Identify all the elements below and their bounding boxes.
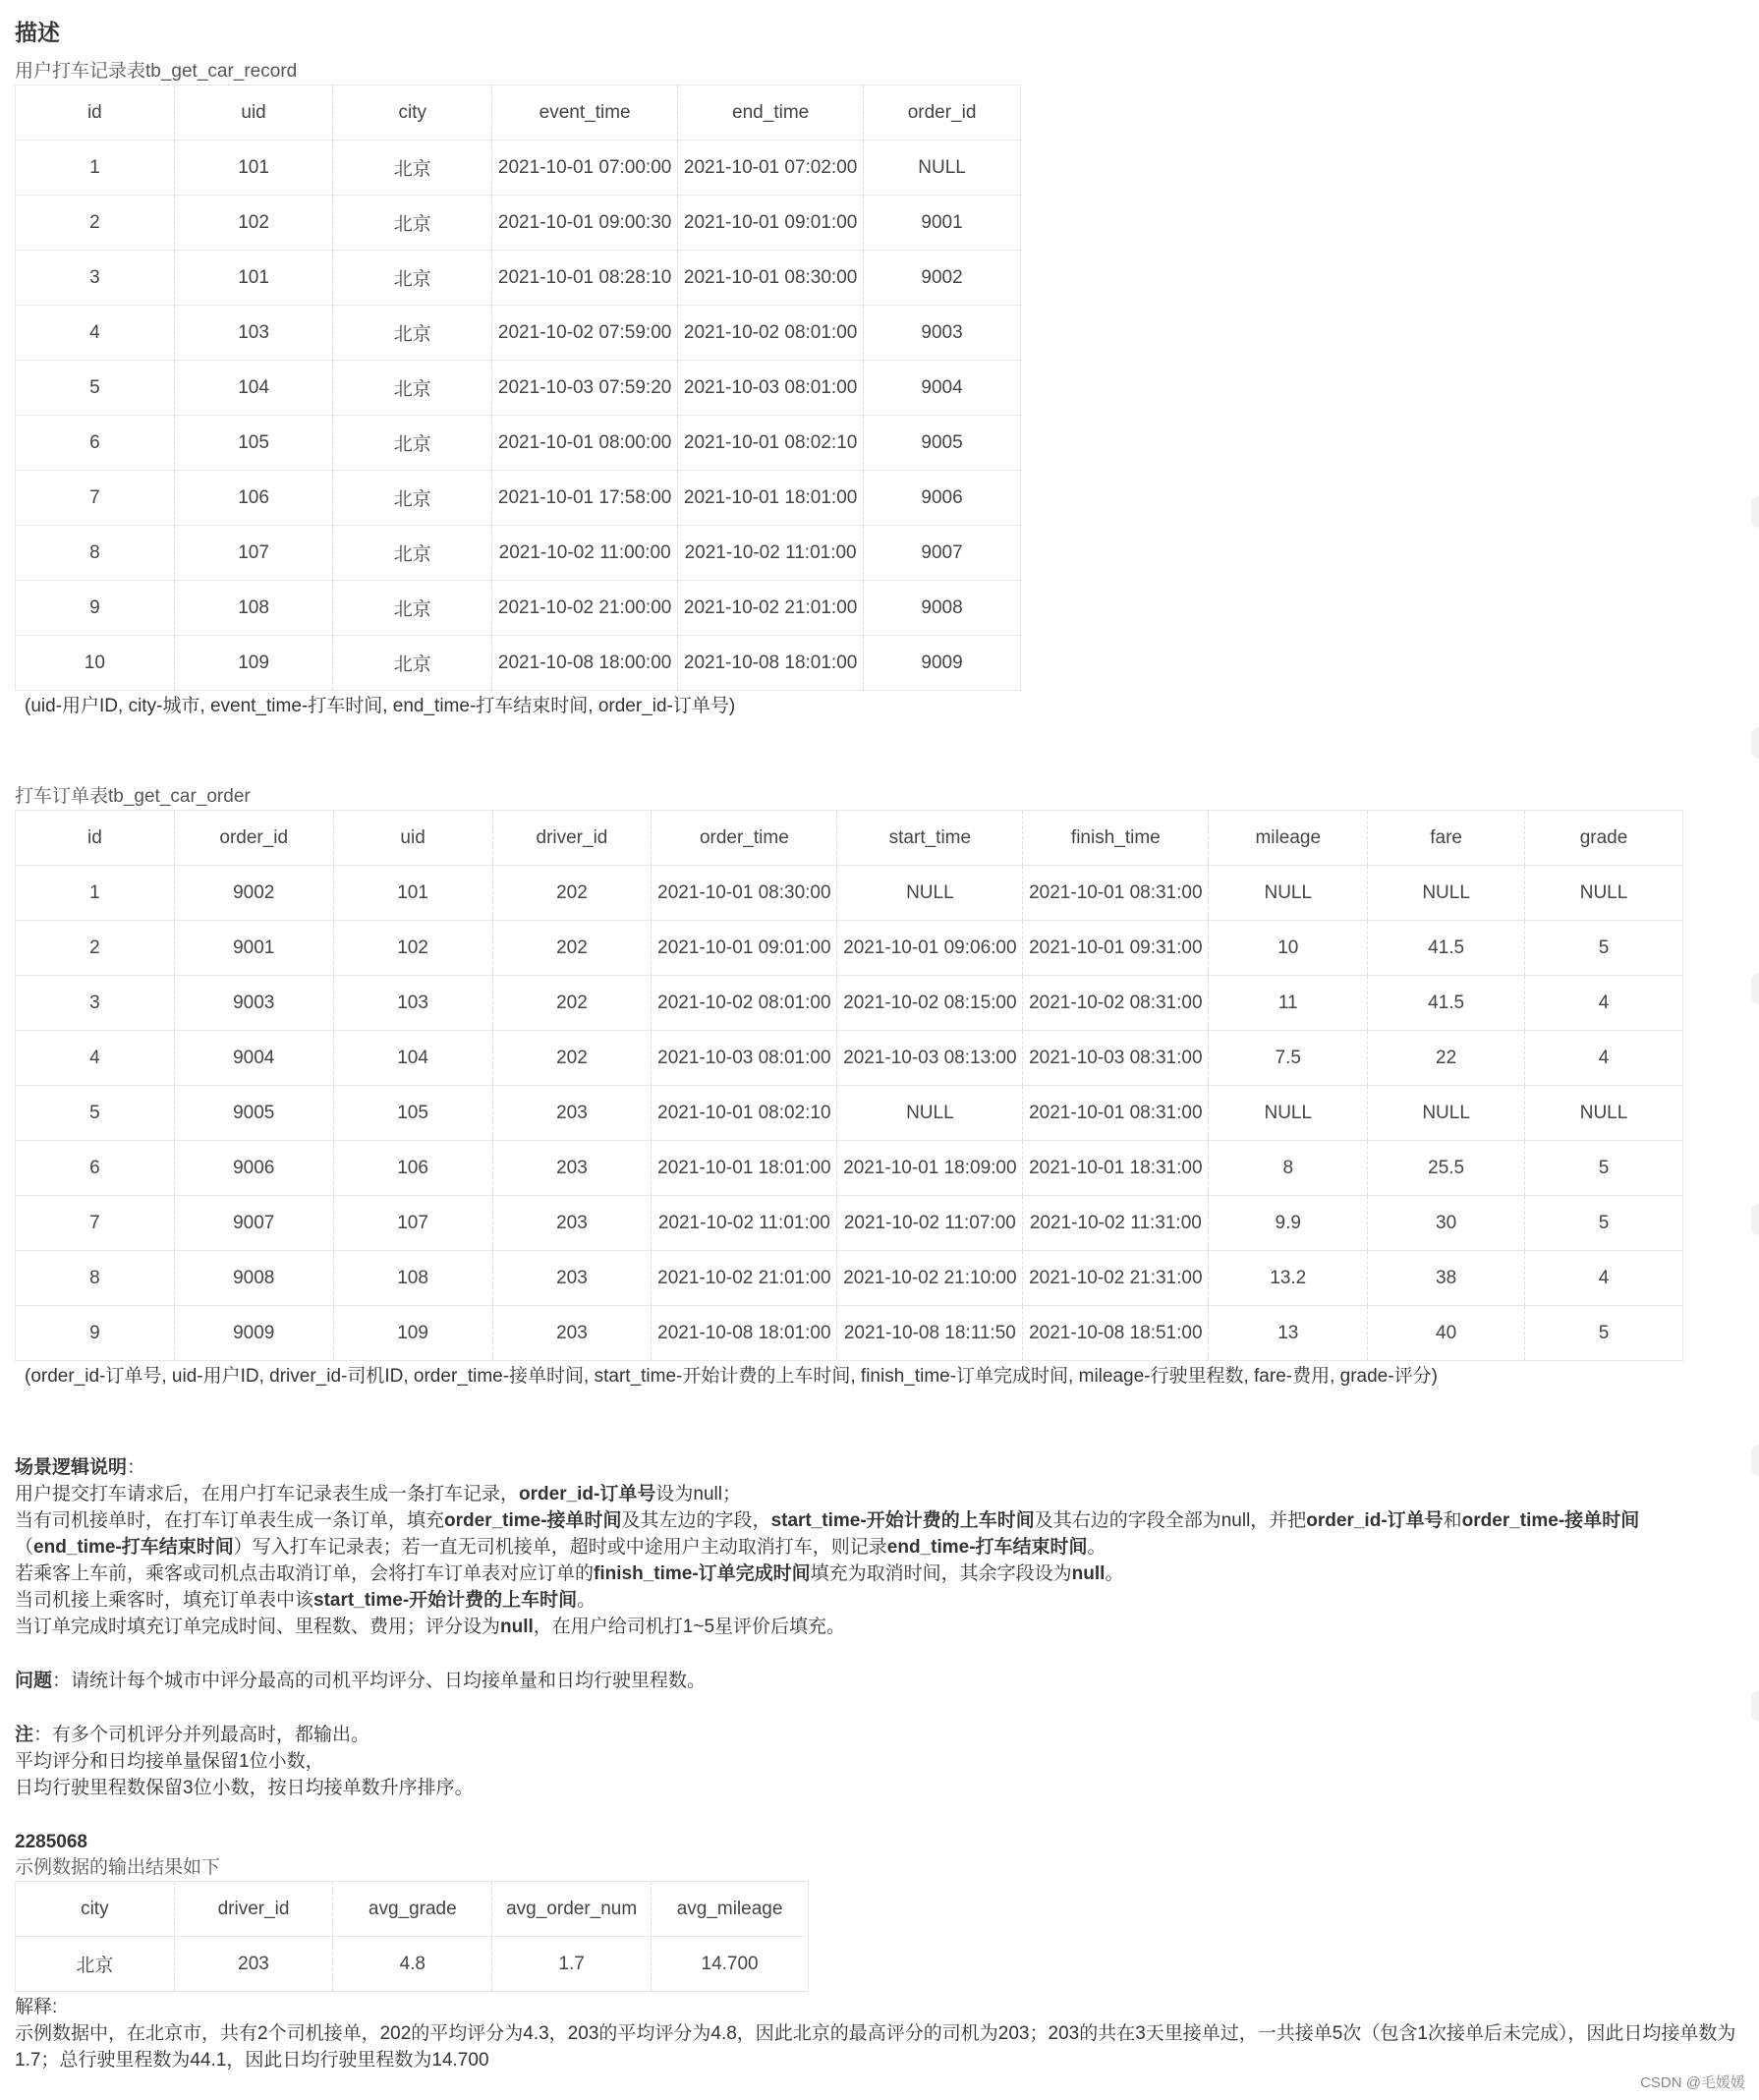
table-cell: 2021-10-02 11:07:00	[837, 1196, 1023, 1251]
text-segment: 若乘客上车前，乘客或司机点击取消订单，会将打车订单表对应订单的	[15, 1563, 595, 1584]
table-row	[16, 141, 1021, 196]
table-cell: 2021-10-02 08:15:00	[837, 976, 1023, 1031]
text-segment: 及其左边的字段，	[621, 1510, 771, 1531]
column-header: start_time	[837, 811, 1023, 866]
text-segment: ，在用户给司机打1~5星评价后填充。	[533, 1617, 846, 1637]
scenario-section	[15, 1454, 1744, 1640]
table-cell: 8	[1209, 1141, 1368, 1196]
table-cell: 2021-10-02 21:10:00	[837, 1251, 1023, 1306]
page-title: 描述	[15, 20, 60, 45]
table-cell: 9002	[174, 866, 333, 921]
column-header: city	[16, 1882, 175, 1937]
table-cell: 2021-10-01 08:31:00	[1023, 866, 1209, 921]
table-cell: 38	[1368, 1251, 1525, 1306]
emphasis-text: order_time-接单时间	[1461, 1510, 1640, 1531]
table-cell: 105	[174, 416, 333, 471]
table-header-row	[16, 1882, 809, 1937]
table-cell: 2021-10-01 07:02:00	[678, 141, 864, 196]
table-row	[16, 1196, 1683, 1251]
table-row	[16, 976, 1683, 1031]
table-row	[16, 1031, 1683, 1086]
table-cell: 40	[1368, 1306, 1525, 1361]
table-cell: 108	[174, 581, 333, 636]
table-cell: NULL	[837, 866, 1023, 921]
column-header: order_id	[864, 85, 1021, 141]
emphasis-text: end_time-打车结束时间	[33, 1537, 234, 1558]
emphasis-text: order_id-订单号	[1306, 1510, 1444, 1531]
edge-decoration	[1751, 727, 1759, 759]
table-cell: 5	[1525, 1196, 1683, 1251]
edge-decoration	[1751, 1204, 1759, 1235]
table-row	[16, 636, 1021, 691]
table-cell: 2021-10-03 08:13:00	[837, 1031, 1023, 1086]
table-cell: 2021-10-02 11:00:00	[492, 526, 678, 581]
table-cell: 9007	[174, 1196, 333, 1251]
text-segment: 及其右边的字段全部为null，并把	[1034, 1510, 1307, 1531]
table-cell: 2021-10-02 07:59:00	[492, 306, 678, 361]
table-cell: 2021-10-08 18:00:00	[492, 636, 678, 691]
table-cell: 7.5	[1209, 1031, 1368, 1086]
table-cell: 北京	[333, 196, 492, 251]
table-cell: 2	[16, 196, 175, 251]
table-cell: 9005	[864, 416, 1021, 471]
table-cell: 104	[174, 361, 333, 416]
table-cell: 9005	[174, 1086, 333, 1141]
table-cell: 109	[333, 1306, 492, 1361]
table-cell: 5	[1525, 1141, 1683, 1196]
text-segment: 用户提交打车请求后，在用户打车记录表生成一条打车记录，	[15, 1484, 520, 1504]
table-cell: 9003	[864, 306, 1021, 361]
emphasis-text: end_time-打车结束时间	[886, 1537, 1088, 1558]
column-header: id	[16, 85, 175, 141]
column-header: avg_mileage	[652, 1882, 809, 1937]
table-cell: 北京	[333, 141, 492, 196]
table-cell: 2021-10-02 08:31:00	[1023, 976, 1209, 1031]
table-cell: 2021-10-01 18:09:00	[837, 1141, 1023, 1196]
table-row	[16, 1251, 1683, 1306]
table-row	[16, 361, 1021, 416]
table-cell: 106	[174, 471, 333, 526]
table-cell: 108	[333, 1251, 492, 1306]
column-header: city	[333, 85, 492, 141]
column-header: end_time	[678, 85, 864, 141]
scenario-line-3	[15, 1561, 1744, 1587]
table-cell: 105	[333, 1086, 492, 1141]
column-header: id	[16, 811, 175, 866]
table-cell: 9009	[174, 1306, 333, 1361]
table-cell: 30	[1368, 1196, 1525, 1251]
table-cell: 103	[174, 306, 333, 361]
table-cell: 2021-10-01 09:31:00	[1023, 921, 1209, 976]
table-cell: 2021-10-02 21:00:00	[492, 581, 678, 636]
table-cell: 13.2	[1209, 1251, 1368, 1306]
table-cell: 203	[492, 1251, 652, 1306]
text-segment: （	[15, 1537, 34, 1558]
table-row	[16, 1937, 809, 1992]
table-cell: 9	[16, 581, 175, 636]
table-cell: 2021-10-01 08:30:00	[678, 251, 864, 306]
column-header: mileage	[1209, 811, 1368, 866]
table-cell: 2	[16, 921, 175, 976]
table-row	[16, 921, 1683, 976]
notes-line-3: 日均行驶里程数保留3位小数，按日均接单数升序排序。	[15, 1778, 474, 1798]
table-cell: 202	[492, 921, 652, 976]
emphasis-text: start_time-开始计费的上车时间	[313, 1590, 578, 1611]
table-cell: 8	[16, 1251, 175, 1306]
table-cell: 8	[16, 526, 175, 581]
table-cell: 9008	[174, 1251, 333, 1306]
edge-decoration	[1751, 1690, 1759, 1722]
table-cell: 1	[16, 866, 175, 921]
table-cell: 101	[333, 866, 492, 921]
table-cell: 9001	[864, 196, 1021, 251]
table-cell: 7	[16, 471, 175, 526]
column-header: avg_grade	[333, 1882, 492, 1937]
table-cell: 106	[333, 1141, 492, 1196]
table-cell: NULL	[1209, 1086, 1368, 1141]
table-cell: 北京	[333, 251, 492, 306]
question-text: ：请统计每个城市中评分最高的司机平均评分、日均接单量和日均行驶里程数。	[52, 1671, 707, 1691]
column-header: grade	[1525, 811, 1683, 866]
table-cell: 10	[1209, 921, 1368, 976]
table-cell: 北京	[333, 416, 492, 471]
table-cell: 101	[174, 251, 333, 306]
table-cell: 11	[1209, 976, 1368, 1031]
table-cell: 6	[16, 1141, 175, 1196]
explanation-text: 示例数据中，在北京市，共有2个司机接单，202的平均评分为4.3，203的平均评分为4.8，因此北京的最高评分的司机为203；203的共在3天里接单过，一共接单5次（包含1次接单后未完成），因此日均接单数为1.7；总行驶里程数为44.1，因此日均行驶里程数为14.700	[15, 2023, 1736, 2071]
table-cell: 107	[174, 526, 333, 581]
table-cell: NULL	[1525, 866, 1683, 921]
table-cell: 4	[1525, 1251, 1683, 1306]
table-cell: 北京	[333, 361, 492, 416]
text-segment: 。	[1087, 1537, 1106, 1558]
column-header: fare	[1368, 811, 1525, 866]
table-row	[16, 526, 1021, 581]
table-cell: NULL	[1209, 866, 1368, 921]
notes-label: 注	[15, 1725, 34, 1745]
table-cell: 2021-10-02 21:01:00	[652, 1251, 837, 1306]
text-segment: 填充为取消时间，其余字段设为	[810, 1563, 1072, 1584]
table-cell: 203	[492, 1306, 652, 1361]
question-label: 问题	[15, 1671, 53, 1691]
table-cell: NULL	[837, 1086, 1023, 1141]
table-cell: 北京	[333, 526, 492, 581]
scenario-heading-colon: ：	[127, 1457, 146, 1478]
table-cell: 2021-10-02 11:01:00	[678, 526, 864, 581]
table-row	[16, 1306, 1683, 1361]
table-cell: 1	[16, 141, 175, 196]
table-cell: 2021-10-01 18:31:00	[1023, 1141, 1209, 1196]
table-cell: 2021-10-02 08:01:00	[678, 306, 864, 361]
column-header: uid	[333, 811, 492, 866]
table-cell: 9.9	[1209, 1196, 1368, 1251]
table-cell: 203	[492, 1196, 652, 1251]
table-cell: 2021-10-03 08:01:00	[678, 361, 864, 416]
table-cell: NULL	[1368, 1086, 1525, 1141]
table-cell: 2021-10-08 18:01:00	[652, 1306, 837, 1361]
table-header-row	[16, 85, 1021, 141]
table-cell: 9001	[174, 921, 333, 976]
example-caption: 示例数据的输出结果如下	[15, 1857, 221, 1878]
table1-caption: 用户打车记录表tb_get_car_record	[15, 61, 298, 82]
text-segment: 。	[1105, 1563, 1124, 1584]
notes-line-2: 平均评分和日均接单量保留1位小数，	[15, 1751, 324, 1772]
table-cell: 9006	[174, 1141, 333, 1196]
table-cell: 4.8	[333, 1937, 492, 1992]
table-cell: 1.7	[492, 1937, 652, 1992]
table-cell: 2021-10-03 08:01:00	[652, 1031, 837, 1086]
table-cell: 4	[16, 1031, 175, 1086]
table-cell: 25.5	[1368, 1141, 1525, 1196]
text-segment: 当有司机接单时，在打车订单表生成一条订单，填充	[15, 1510, 445, 1531]
emphasis-text: finish_time-订单完成时间	[594, 1563, 811, 1584]
table-cell: 2021-10-08 18:11:50	[837, 1306, 1023, 1361]
table2-caption: 打车订单表tb_get_car_order	[15, 786, 251, 807]
table-cell: 101	[174, 141, 333, 196]
edge-decoration	[1751, 973, 1759, 1004]
emphasis-text: order_time-接单时间	[444, 1510, 622, 1531]
table-cell: 203	[492, 1141, 652, 1196]
table-cell: 9009	[864, 636, 1021, 691]
table-cell: 5	[16, 361, 175, 416]
table-cell: 2021-10-02 11:31:00	[1023, 1196, 1209, 1251]
column-header: driver_id	[174, 1882, 333, 1937]
table-cell: 2021-10-01 08:30:00	[652, 866, 837, 921]
table-cell: 3	[16, 976, 175, 1031]
column-header: order_time	[652, 811, 837, 866]
table-cell: 103	[333, 976, 492, 1031]
table-cell: 2021-10-01 09:01:00	[652, 921, 837, 976]
example-id	[15, 1829, 1744, 1855]
scenario-line-4	[15, 1587, 1744, 1614]
text-segment: 。	[577, 1590, 596, 1611]
table-cell: 2021-10-03 07:59:20	[492, 361, 678, 416]
table-cell: 北京	[333, 471, 492, 526]
column-header: event_time	[492, 85, 678, 141]
table-cell: 2021-10-08 18:01:00	[678, 636, 864, 691]
table-cell: 22	[1368, 1031, 1525, 1086]
column-header: finish_time	[1023, 811, 1209, 866]
column-header: avg_order_num	[492, 1882, 652, 1937]
table-cell: 北京	[333, 581, 492, 636]
table-row	[16, 416, 1021, 471]
table1-note: (uid-用户ID, city-城市, event_time-打车时间, end_time-打车结束时间, order_id-订单号)	[25, 696, 736, 716]
table-cell: 2021-10-01 09:01:00	[678, 196, 864, 251]
table-cell: 102	[174, 196, 333, 251]
example-id-value: 2285068	[15, 1832, 87, 1852]
table-cell: 2021-10-02 11:01:00	[652, 1196, 837, 1251]
table-cell: 10	[16, 636, 175, 691]
table-cell: NULL	[1525, 1086, 1683, 1141]
table-cell: 202	[492, 976, 652, 1031]
table-row	[16, 581, 1021, 636]
table-cell: 6	[16, 416, 175, 471]
table-cell: 9006	[864, 471, 1021, 526]
table-cell: 2021-10-01 08:28:10	[492, 251, 678, 306]
scenario-heading	[15, 1454, 1744, 1481]
table-cell: 9004	[174, 1031, 333, 1086]
table2-note: (order_id-订单号, uid-用户ID, driver_id-司机ID, order_time-接单时间, start_time-开始计费的上车时间, finish_time-订单完成时间, mileage-行驶里程数, fare-费用, grade-评分)	[25, 1366, 1438, 1387]
table-cell: 2021-10-01 08:02:10	[652, 1086, 837, 1141]
table-header-row	[16, 811, 1683, 866]
question	[15, 1668, 1744, 1694]
table-cell: 41.5	[1368, 921, 1525, 976]
table-cell: 2021-10-01 08:00:00	[492, 416, 678, 471]
table-cell: 2021-10-01 18:01:00	[678, 471, 864, 526]
table-cell: 4	[16, 306, 175, 361]
table-cell: 2021-10-01 18:01:00	[652, 1141, 837, 1196]
table-cell: 202	[492, 1031, 652, 1086]
table-cell: 203	[174, 1937, 333, 1992]
table-cell: 109	[174, 636, 333, 691]
table-cell: 9002	[864, 251, 1021, 306]
table-cell: 3	[16, 251, 175, 306]
car-order-table	[15, 810, 1683, 1361]
text-segment: 和	[1443, 1510, 1462, 1531]
table-row	[16, 471, 1021, 526]
notes	[15, 1722, 1744, 1748]
scenario-line-5	[15, 1614, 1744, 1640]
table-cell: 7	[16, 1196, 175, 1251]
table-row	[16, 1141, 1683, 1196]
table-cell: 2021-10-02 21:01:00	[678, 581, 864, 636]
column-header: driver_id	[492, 811, 652, 866]
table-cell: 104	[333, 1031, 492, 1086]
table-cell: 2021-10-01 17:58:00	[492, 471, 678, 526]
example-output-table	[15, 1881, 809, 1992]
explanation-label: 解释:	[15, 1997, 58, 2017]
table-cell: 2021-10-01 09:00:30	[492, 196, 678, 251]
table-row	[16, 306, 1021, 361]
text-segment: 当司机接上乘客时，填充订单表中该	[15, 1590, 314, 1611]
table-cell: 9004	[864, 361, 1021, 416]
table-cell: 2021-10-01 08:31:00	[1023, 1086, 1209, 1141]
table-cell: 2021-10-02 21:31:00	[1023, 1251, 1209, 1306]
table-cell: 北京	[333, 306, 492, 361]
table-row	[16, 196, 1021, 251]
table-cell: 北京	[16, 1937, 175, 1992]
problem-description	[15, 18, 1744, 2073]
table-cell: 2021-10-01 08:02:10	[678, 416, 864, 471]
table-cell: 4	[1525, 976, 1683, 1031]
table-cell: 5	[1525, 921, 1683, 976]
table-cell: 2021-10-01 07:00:00	[492, 141, 678, 196]
text-segment: 当订单完成时填充订单完成时间、里程数、费用；评分设为	[15, 1617, 501, 1637]
table-cell: 5	[1525, 1306, 1683, 1361]
table-cell: 9008	[864, 581, 1021, 636]
table-cell: 107	[333, 1196, 492, 1251]
table-cell: 9	[16, 1306, 175, 1361]
column-header: uid	[174, 85, 333, 141]
watermark: CSDN @毛媛媛	[1640, 2074, 1745, 2091]
emphasis-text: null	[500, 1617, 534, 1637]
notes-text: ：有多个司机评分并列最高时，都输出。	[33, 1725, 370, 1745]
table-cell: 2021-10-03 08:31:00	[1023, 1031, 1209, 1086]
text-segment: ）写入打车记录表；若一直无司机接单，超时或中途用户主动取消打车，则记录	[233, 1537, 887, 1558]
table-cell: 13	[1209, 1306, 1368, 1361]
emphasis-text: null	[1071, 1563, 1106, 1584]
table-cell: 102	[333, 921, 492, 976]
table-cell: 2021-10-02 08:01:00	[652, 976, 837, 1031]
table-cell: 2021-10-01 09:06:00	[837, 921, 1023, 976]
scenario-line-2	[15, 1507, 1744, 1561]
edge-decoration	[1751, 496, 1759, 528]
emphasis-text: start_time-开始计费的上车时间	[770, 1510, 1035, 1531]
table-cell: 5	[16, 1086, 175, 1141]
table-cell: 北京	[333, 636, 492, 691]
table-cell: 9003	[174, 976, 333, 1031]
car-record-table	[15, 85, 1021, 691]
table-cell: NULL	[864, 141, 1021, 196]
table-cell: 2021-10-08 18:51:00	[1023, 1306, 1209, 1361]
column-header: order_id	[174, 811, 333, 866]
table-cell: 203	[492, 1086, 652, 1141]
table-cell: 9007	[864, 526, 1021, 581]
table-cell: 41.5	[1368, 976, 1525, 1031]
edge-decoration	[1751, 1445, 1759, 1476]
table-cell: NULL	[1368, 866, 1525, 921]
scenario-line-1	[15, 1481, 1744, 1507]
table-row	[16, 1086, 1683, 1141]
scenario-heading-label: 场景逻辑说明	[15, 1457, 128, 1478]
table-row	[16, 251, 1021, 306]
table-row	[16, 866, 1683, 921]
table-cell: 4	[1525, 1031, 1683, 1086]
emphasis-text: order_id-订单号	[519, 1484, 656, 1504]
table-cell: 202	[492, 866, 652, 921]
table-cell: 14.700	[652, 1937, 809, 1992]
text-segment: 设为null；	[655, 1484, 741, 1504]
